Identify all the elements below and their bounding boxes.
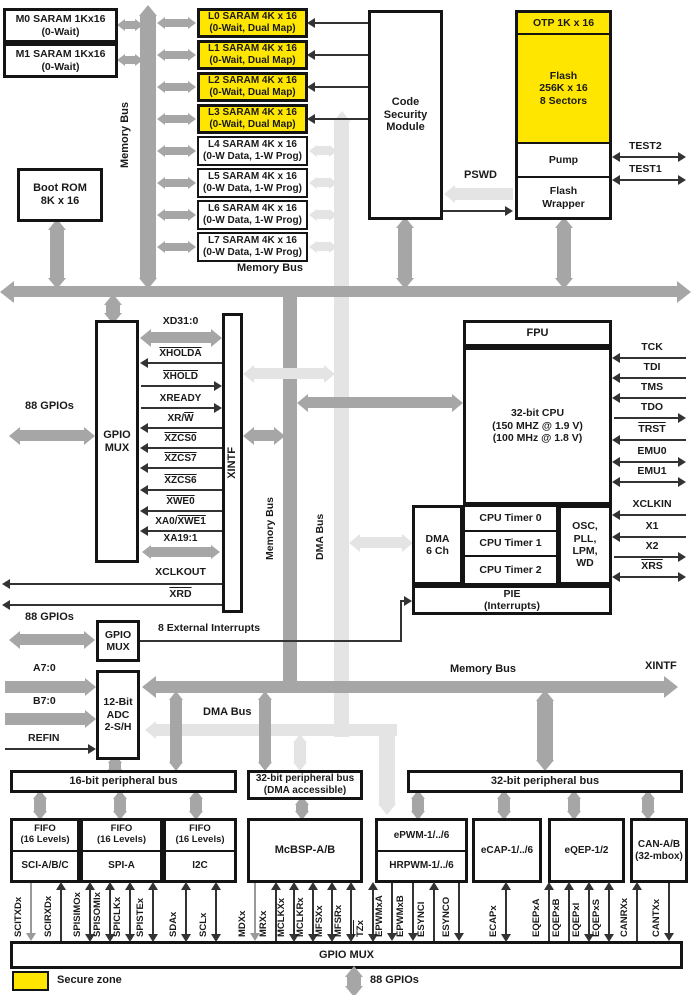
flash-bus-arrow	[557, 228, 571, 278]
membus-bus16-arrow	[170, 700, 182, 762]
xclkin-line	[620, 514, 686, 516]
code-security-module-block: Code Security Module	[368, 10, 443, 220]
test2-line	[620, 156, 678, 158]
csm-bus-arrow	[398, 228, 412, 278]
eqepb-pin-label: EQEPxB	[551, 898, 562, 937]
l1-bus-arrow	[165, 51, 188, 59]
spisimo-pin-label: SPISIMOx	[72, 892, 83, 937]
fpu-block: FPU	[463, 320, 612, 347]
cpu-timer2-block: CPU Timer 2	[463, 555, 558, 585]
gpios88-label-2: 88 GPIOs	[25, 611, 74, 623]
pie-block: PIE (Interrupts)	[412, 585, 612, 615]
adc-a-label: A7:0	[33, 662, 56, 674]
sci-stack	[10, 818, 80, 883]
l6-dma-arrow	[317, 210, 329, 219]
gpio-mux-block-1: GPIO MUX	[95, 320, 139, 563]
secure-zone-swatch	[12, 971, 49, 991]
esynco-pin-label: ESYNCO	[441, 896, 452, 937]
xready-label: XREADY	[159, 393, 202, 404]
dma-bus-lower-label: DMA Bus	[203, 706, 252, 718]
canrx-pin-label: CANRXx	[619, 897, 630, 937]
memory-bus-vertical-label: Memory Bus	[119, 101, 131, 168]
mfsx-pin-label: MFSXx	[314, 905, 325, 937]
l7-dma-arrow	[317, 242, 329, 251]
gpio-mux-bar: GPIO MUX	[10, 941, 683, 969]
i2c-fifo-block: FIFO (16 Levels)	[175, 823, 225, 846]
eqepa-pin-line	[548, 890, 550, 941]
bus32-epwm-arrow	[412, 799, 424, 811]
tck-label: TCK	[641, 341, 663, 353]
can-block: CAN-A/B (32-mbox)	[630, 818, 688, 883]
xintf-right-label: XINTF	[645, 660, 677, 672]
ecap-block: eCAP-1/../6	[472, 818, 542, 883]
bus32-eqep-arrow	[568, 799, 580, 811]
bootrom-bus-arrow	[50, 230, 64, 278]
mdx-pin-line	[254, 883, 256, 933]
xrd-label: $\overline{XRD}$	[169, 588, 192, 600]
l4-saram-block: L4 SARAM 4K x 16 (0-W Data, 1-W Prog)	[197, 136, 308, 166]
tck-line	[620, 357, 686, 359]
bus32dma-mcbsp-arrow	[296, 805, 308, 811]
cpu-timer0-block: CPU Timer 0	[463, 505, 558, 532]
memory-bus-vertical-mid	[283, 297, 297, 688]
membus-bus32dma-arrow	[259, 700, 271, 762]
emu1-line	[620, 481, 678, 483]
csm-wrapper-line	[443, 210, 505, 212]
x1-label: X1	[645, 520, 659, 532]
refin-label: REFIN	[28, 732, 60, 744]
test1-label: TEST1	[629, 163, 662, 175]
l0-bus-arrow	[165, 19, 188, 27]
gpios88-label-1: 88 GPIOs	[25, 400, 74, 412]
ext-int-arrow	[400, 600, 404, 602]
canrx-pin-line	[636, 890, 638, 941]
l1-saram-block: L1 SARAM 4K x 16 (0-Wait, Dual Map)	[197, 40, 308, 70]
l2-saram-block: L2 SARAM 4K x 16 (0-Wait, Dual Map)	[197, 72, 308, 102]
mdx-pin-label: MDXx	[237, 910, 248, 937]
eqep-block: eQEP-1/2	[548, 818, 625, 883]
emu0-label: EMU0	[637, 445, 667, 457]
xintf-membus-arrow	[254, 430, 274, 441]
bus16-sci-arrow	[34, 799, 46, 811]
xready-line	[141, 407, 214, 409]
cantx-pin-line	[668, 883, 670, 933]
pump-block: Pump	[518, 142, 609, 176]
x2-line	[614, 556, 678, 558]
adc-block: 12-Bit ADC 2-S/H	[96, 670, 140, 760]
epwmb-pin-line	[412, 883, 414, 933]
scl-pin-line	[215, 890, 217, 934]
secure-zone-label: Secure zone	[57, 974, 122, 986]
ext-int-line-v	[400, 600, 402, 642]
peripheral-bus-16-block: 16-bit peripheral bus	[10, 770, 237, 793]
scl-pin-label: SCLx	[198, 912, 209, 937]
l7-saram-block: L7 SARAM 4K x 16 (0-W Data, 1-W Prog)	[197, 232, 308, 262]
l3-saram-block: L3 SARAM 4K x 16 (0-Wait, Dual Map)	[197, 104, 308, 134]
csm-l0-line	[315, 22, 368, 24]
tms-label: TMS	[640, 381, 664, 393]
eqepi-pin-label: EQEPxI	[571, 902, 582, 937]
tdi-line	[620, 377, 686, 379]
xa0xwe1-label: XA0/XWE1	[155, 516, 206, 527]
gpios88-arrow-1	[20, 430, 84, 441]
csm-l3-line	[315, 118, 368, 120]
xrw-line	[148, 427, 222, 429]
spi-fifo-block: FIFO (16 Levels)	[96, 823, 147, 846]
csm-l2-line	[315, 86, 368, 88]
dma-bus-lower	[156, 724, 397, 736]
eqeps-pin-line	[608, 890, 610, 934]
xintf-block: XINTF	[222, 313, 243, 613]
xzcs6-label: XZCS6	[164, 475, 197, 486]
dma-bus-mid-label: DMA Bus	[314, 513, 326, 560]
adc-b-arrow	[5, 713, 85, 725]
eqepa-pin-label: EQEPxA	[531, 898, 542, 937]
xwe0-label: XWE0	[166, 496, 195, 507]
x2-label: X2	[645, 540, 659, 552]
i2c-block: I2C	[166, 850, 234, 881]
trst-label: TRST	[638, 423, 666, 435]
xclkin-label: XCLKIN	[632, 498, 672, 510]
l6-bus-arrow	[165, 211, 188, 219]
xholda-line	[148, 362, 222, 364]
membus-bus32-arrow	[537, 701, 553, 760]
xa-label: XA19:1	[163, 533, 198, 544]
dma-block: DMA 6 Ch	[412, 505, 463, 585]
xd-arrow	[151, 332, 211, 343]
cpu-timer1-block: CPU Timer 1	[463, 530, 558, 557]
xintf-dmabus-arrow	[254, 368, 324, 379]
emu1-label: EMU1	[637, 465, 667, 477]
xrw-label: $XR/\overline{W}$	[167, 413, 194, 424]
xd-label: XD31:0	[162, 315, 199, 327]
xzcs7-line	[148, 467, 222, 469]
l2-bus-arrow	[165, 83, 188, 91]
xhold-line	[141, 385, 214, 387]
epwma-pin-label: EPWMxA	[374, 895, 385, 937]
gpio-mux-block-2: GPIO MUX	[96, 620, 140, 662]
cpu-block: 32-bit CPU (150 MHZ @ 1.9 V) (100 MHz @ 1.8 V)	[463, 347, 612, 505]
adc-a-arrow	[5, 681, 85, 693]
tdo-line	[614, 417, 678, 419]
xwe0-line	[148, 510, 222, 512]
l0-saram-block: L0 SARAM 4K x 16 (0-Wait, Dual Map)	[197, 8, 308, 38]
esynci-pin-line	[433, 890, 435, 941]
gpios88-label-3: 88 GPIOs	[370, 974, 419, 986]
xa0xwe1-line	[148, 530, 222, 532]
esynco-pin-line	[458, 883, 460, 933]
xzcs7-label: XZCS7	[164, 453, 197, 464]
l7-bus-arrow	[165, 243, 188, 251]
mfsr-pin-label: MFSRx	[333, 904, 344, 937]
l6-saram-block: L6 SARAM 4K x 16 (0-W Data, 1-W Prog)	[197, 200, 308, 230]
bus32-ecap-arrow	[498, 799, 510, 811]
ext-int-line-h	[140, 640, 400, 642]
xrd-line	[10, 604, 222, 606]
sda-pin-line	[185, 890, 187, 934]
xclkout-label: XCLKOUT	[155, 566, 206, 578]
spi-stack	[80, 818, 163, 883]
refin-line	[5, 748, 88, 750]
ecap-pin-line	[505, 890, 507, 934]
spisimo-pin-line	[89, 890, 91, 934]
emu0-line	[620, 461, 678, 463]
pswd-label: PSWD	[464, 169, 497, 181]
l4-bus-arrow	[165, 147, 188, 155]
osc-pll-block: OSC, PLL, LPM, WD	[558, 505, 612, 585]
spisomi-pin-line	[109, 890, 111, 934]
xzcs0-line	[148, 447, 222, 449]
sci-block: SCI-A/B/C	[13, 850, 77, 881]
peripheral-bus-32-block: 32-bit peripheral bus	[407, 770, 683, 793]
xclkout-line	[10, 583, 222, 585]
xholda-label: XHOLDA	[159, 348, 202, 359]
ext-int-label: 8 External Interrupts	[158, 622, 261, 634]
i2c-stack	[163, 818, 237, 883]
adc-bus16-arrow	[109, 763, 121, 769]
eqepi-pin-line	[588, 890, 590, 934]
xzcs0-label: XZCS0	[164, 433, 197, 444]
scitxd-pin-line	[30, 883, 32, 933]
x1-line	[620, 536, 686, 538]
m0-bus-arrow	[125, 21, 135, 29]
epwm-block: ePWM-1/../6	[393, 829, 450, 841]
test2-label: TEST2	[629, 140, 662, 152]
spisomi-pin-label: SPISOMIx	[92, 892, 103, 937]
sda-pin-label: SDAx	[168, 911, 179, 937]
memory-bus-top-label: Memory Bus	[237, 262, 304, 274]
epwma-pin-line	[391, 883, 393, 933]
esynci-pin-label: ESYNCI	[416, 901, 427, 937]
mfsr-pin-line	[350, 890, 352, 934]
bus16-spi-arrow	[114, 799, 126, 811]
gpios88-arrow-2	[20, 634, 84, 645]
gpios88-arrow-3	[347, 977, 361, 986]
test1-line	[620, 179, 678, 181]
spiste-pin-label: SPISTEx	[135, 897, 146, 937]
scitxd-pin-label: SCITXDx	[13, 896, 24, 937]
tdi-label: TDI	[643, 361, 661, 373]
epwmb-pin-label: EPWMxB	[395, 895, 406, 937]
memory-bus-mid-label: Memory Bus	[264, 496, 276, 560]
mrx-pin-label: MRXx	[258, 910, 269, 937]
xrs-label: $\overline{XRS}$	[641, 560, 663, 572]
hrpwm-block: HRPWM-1/../6	[378, 850, 465, 881]
pswd-arrow	[455, 188, 513, 200]
peripheral-bus-32-dma-block: 32-bit peripheral bus (DMA accessible)	[247, 770, 363, 800]
tdo-label: TDO	[640, 401, 664, 413]
cantx-pin-label: CANTXx	[651, 898, 662, 937]
otp-block: OTP 1K x 16	[518, 13, 609, 33]
xzcs6-line	[148, 489, 222, 491]
ecap-pin-label: ECAPx	[488, 905, 499, 937]
memory-bus-lower-label: Memory Bus	[450, 663, 517, 675]
spi-block: SPI-A	[83, 850, 160, 881]
dma-bus-epwm-drop	[379, 730, 395, 804]
eqepb-pin-line	[568, 890, 570, 941]
flash-array-block: Flash 256K x 16 8 Sectors	[518, 33, 609, 142]
adc-b-label: B7:0	[33, 695, 56, 707]
bus-gpiomux-arrow	[106, 305, 120, 313]
flash-wrapper-block: Flash Wrapper	[518, 176, 609, 217]
spiclk-pin-label: SPICLKx	[112, 896, 123, 937]
epwm-stack	[375, 818, 468, 883]
m1-bus-arrow	[125, 56, 135, 64]
mclkx-pin-label: MCLKXx	[276, 897, 287, 937]
trst-line	[620, 439, 686, 441]
sci-fifo-block: FIFO (16 Levels)	[20, 823, 70, 846]
m1-saram-block: M1 SARAM 1Kx16 (0-Wait)	[3, 43, 118, 78]
spiclk-pin-line	[129, 890, 131, 934]
bus16-i2c-arrow	[190, 799, 202, 811]
m0-saram-block: M0 SARAM 1Kx16 (0-Wait)	[3, 8, 118, 43]
cpu-membus-arrow	[308, 397, 452, 408]
xhold-label: XHOLD	[163, 371, 198, 382]
mclkr-pin-label: MCLKRx	[295, 897, 306, 937]
tms-line	[620, 397, 686, 399]
csm-l1-line	[315, 54, 368, 56]
flash-block	[515, 10, 612, 220]
memory-bus-lower	[156, 681, 664, 693]
l4-dma-arrow	[317, 146, 329, 155]
dma-dmabus-arrow	[360, 537, 402, 548]
spiste-pin-line	[152, 890, 154, 934]
boot-rom-block: Boot ROM 8K x 16	[17, 168, 103, 222]
l5-dma-arrow	[317, 178, 329, 187]
l3-bus-arrow	[165, 115, 188, 123]
xrs-line	[620, 576, 678, 578]
xa-arrow	[151, 547, 211, 557]
tz-pin-label: TZx	[355, 920, 366, 937]
dmabus-bus32dma-arrow	[294, 743, 306, 762]
eqeps-pin-label: EQEPxS	[591, 898, 602, 937]
mcbsp-block: McBSP-A/B	[247, 818, 363, 883]
scirxd-pin-label: SCIRXDx	[43, 895, 54, 937]
l5-saram-block: L5 SARAM 4K x 16 (0-W Data, 1-W Prog)	[197, 168, 308, 198]
scirxd-pin-line	[60, 890, 62, 941]
l5-bus-arrow	[165, 179, 188, 187]
bus32-can-arrow	[642, 799, 654, 811]
